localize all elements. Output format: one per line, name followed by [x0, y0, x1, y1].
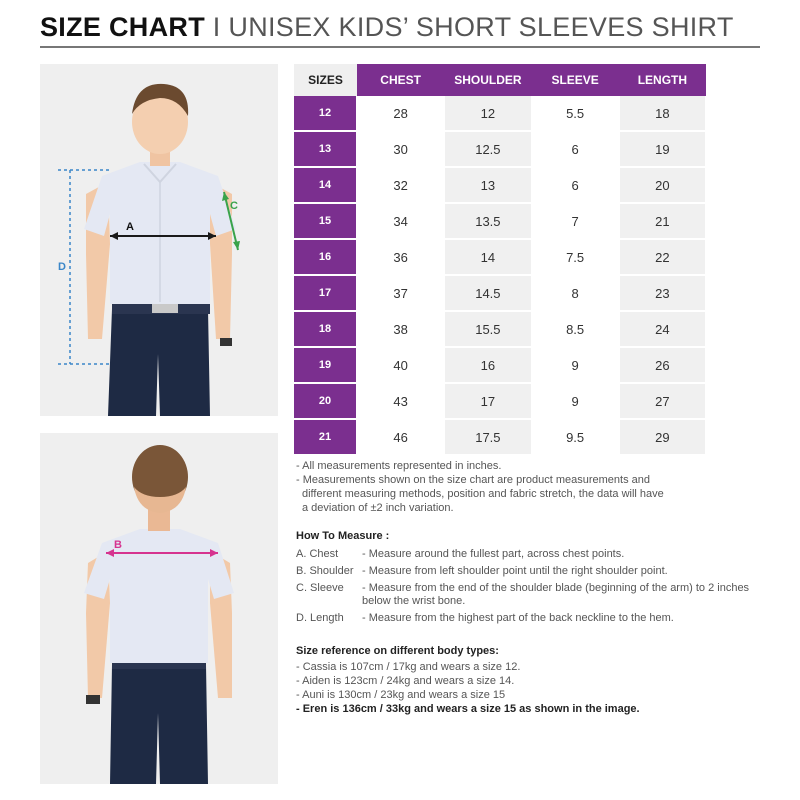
measure-cell: 29: [619, 419, 706, 455]
reference-line: - Cassia is 107cm / 17kg and wears a size 12.: [296, 661, 521, 673]
measure-cell: 17: [444, 383, 531, 419]
label-c: C: [230, 200, 238, 212]
note-line: different measuring methods, position and fabric stretch, the data will have: [302, 488, 664, 500]
measure-cell: 28: [357, 96, 444, 131]
measure-cell: 43: [357, 383, 444, 419]
how-row-length: [296, 612, 776, 625]
title-sub: I UNISEX KIDS’ SHORT SLEEVES SHIRT: [205, 12, 734, 42]
reference-line-highlight: - Eren is 136cm / 33kg and wears a size 15 as shown in the image.: [296, 703, 640, 715]
header-shoulder: SHOULDER: [444, 64, 531, 96]
measure-cell: 12.5: [444, 131, 531, 167]
how-desc: - Measure from the highest part of the back neckline to the hem.: [362, 612, 674, 624]
page-title: [40, 12, 734, 43]
measure-cell: 32: [357, 167, 444, 203]
how-desc: - Measure around the fullest part, across chest points.: [362, 548, 625, 560]
table-header-row: [294, 64, 706, 96]
header-length: LENGTH: [619, 64, 706, 96]
table-row: [294, 383, 706, 419]
reference-line: - Aiden is 123cm / 24kg and wears a size 14.: [296, 675, 515, 687]
how-row-sleeve: [296, 582, 776, 608]
measure-cell: 6: [532, 131, 619, 167]
size-cell: 15: [294, 203, 357, 239]
measure-cell: 9.5: [532, 419, 619, 455]
measure-cell: 9: [532, 383, 619, 419]
table-row: [294, 167, 706, 203]
table-row: [294, 275, 706, 311]
measure-cell: 13.5: [444, 203, 531, 239]
measure-cell: 37: [357, 275, 444, 311]
measure-cell: 5.5: [532, 96, 619, 131]
measure-cell: 23: [619, 275, 706, 311]
measure-cell: 14.5: [444, 275, 531, 311]
label-d: D: [58, 261, 66, 273]
measure-cell: 12: [444, 96, 531, 131]
label-b: B: [114, 539, 122, 551]
how-to-measure: [296, 530, 776, 629]
how-row-shoulder: [296, 565, 776, 578]
size-cell: 20: [294, 383, 357, 419]
title-divider: [40, 46, 760, 48]
table-row: [294, 419, 706, 455]
measure-cell: 46: [357, 419, 444, 455]
measure-cell: 17.5: [444, 419, 531, 455]
measure-cell: 15.5: [444, 311, 531, 347]
measure-cell: 38: [357, 311, 444, 347]
measure-cell: 20: [619, 167, 706, 203]
measure-cell: 13: [444, 167, 531, 203]
measure-cell: 7: [532, 203, 619, 239]
header-sizes: SIZES: [294, 64, 357, 96]
measure-cell: 19: [619, 131, 706, 167]
measure-cell: 22: [619, 239, 706, 275]
label-a: A: [126, 221, 134, 233]
note-line: - Measurements shown on the size chart are product measurements and: [296, 474, 651, 486]
table-row: [294, 311, 706, 347]
how-key: C. Sleeve: [296, 582, 344, 594]
measure-cell: 8.5: [532, 311, 619, 347]
measure-cell: 30: [357, 131, 444, 167]
table-row: [294, 239, 706, 275]
how-key: D. Length: [296, 612, 344, 624]
size-cell: 16: [294, 239, 357, 275]
measure-cell: 21: [619, 203, 706, 239]
front-view-photo: [40, 64, 278, 416]
measure-cell: 26: [619, 347, 706, 383]
size-cell: 13: [294, 131, 357, 167]
measure-cell: 14: [444, 239, 531, 275]
how-key: A. Chest: [296, 548, 339, 560]
measure-cell: 7.5: [532, 239, 619, 275]
table-row: [294, 131, 706, 167]
how-desc: - Measure from the end of the shoulder blade (beginning of the arm) to 2 inches below the wrist bone.: [362, 582, 750, 607]
size-cell: 19: [294, 347, 357, 383]
measure-cell: 18: [619, 96, 706, 131]
size-cell: 18: [294, 311, 357, 347]
table-row: [294, 347, 706, 383]
title-main: SIZE CHART: [40, 12, 205, 42]
how-key: B. Shoulder: [296, 565, 354, 577]
measure-cell: 34: [357, 203, 444, 239]
size-reference-title: Size reference on different body types:: [296, 645, 499, 657]
size-cell: 17: [294, 275, 357, 311]
how-row-chest: [296, 548, 776, 561]
note-line: a deviation of ±2 inch variation.: [302, 502, 454, 514]
measure-cell: 6: [532, 167, 619, 203]
measure-cell: 8: [532, 275, 619, 311]
size-cell: 12: [294, 96, 357, 131]
reference-line: - Auni is 130cm / 23kg and wears a size 15: [296, 689, 506, 701]
back-view-photo: [40, 433, 278, 784]
measure-cell: 27: [619, 383, 706, 419]
size-cell: 21: [294, 419, 357, 455]
header-chest: CHEST: [357, 64, 444, 96]
measure-cell: 24: [619, 311, 706, 347]
size-reference: [296, 644, 776, 716]
table-row: [294, 203, 706, 239]
measurement-notes: [296, 459, 766, 515]
size-cell: 14: [294, 167, 357, 203]
table-row: [294, 96, 706, 131]
how-to-measure-title: How To Measure :: [296, 530, 390, 542]
measure-cell: 9: [532, 347, 619, 383]
measure-cell: 40: [357, 347, 444, 383]
measure-cell: 16: [444, 347, 531, 383]
measure-cell: 36: [357, 239, 444, 275]
how-desc: - Measure from left shoulder point until the right shoulder point.: [362, 565, 668, 577]
size-table: [294, 64, 707, 456]
header-sleeve: SLEEVE: [532, 64, 619, 96]
note-line: - All measurements represented in inches.: [296, 460, 502, 472]
